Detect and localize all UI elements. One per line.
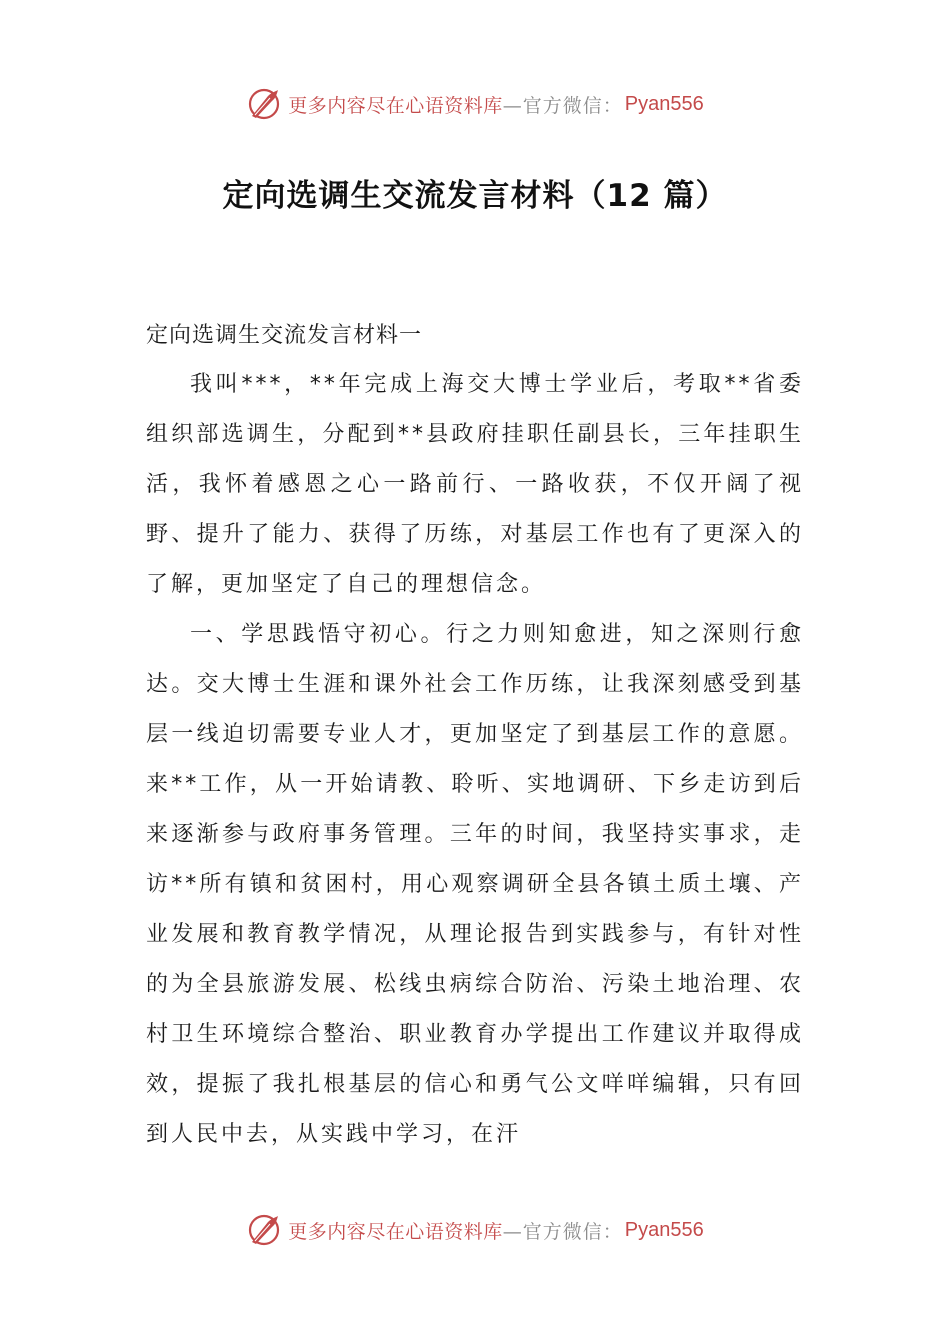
quill-pen-logo-icon (246, 1212, 282, 1248)
body-paragraph-intro: 我叫***，**年完成上海交大博士学业后，考取**省委组织部选调生，分配到**县政府挂职任副县长，三年挂职生活，我怀着感恩之心一路前行、一路收获，不仅开阔了视野、提升了能力、获得了历练，对基层工作也有了更深入的了解，更加坚定了自己的理想信念。 (146, 372, 804, 597)
header-watermark-banner (0, 84, 950, 124)
section-heading: 定向选调生交流发言材料一 (146, 323, 423, 348)
watermark-official-label: —官方微信： (502, 94, 623, 117)
watermark-brand-text: 更多内容尽在心语资料库 (288, 94, 503, 117)
watermark-brand-text: 更多内容尽在心语资料库 (288, 1220, 503, 1243)
quill-pen-logo-icon (246, 86, 282, 122)
body-paragraph-section-one: 一、学思践悟守初心。行之力则知愈进，知之深则行愈达。交大博士生涯和课外社会工作历练，让我深刻感受到基层一线迫切需要专业人才，更加坚定了到基层工作的意愿。来**工作，从一开始请教、聆听、实地调研、下乡走访到后来逐渐参与政府事务管理。三年的时间，我坚持实事求，走访**所有镇和贫困村，用心观察调研全县各镇土质土壤、产业发展和教育教学情况，从理论报告到实践参与，有针对性的为全县旅游发展、松线虫病综合防治、污染土地治理、农村卫生环境综合整治、职业教育办学提出工作建议并取得成效，提振了我扎根基层的信心和勇气公文咩咩编辑，只有回到人民中去，从实践中学习，在汗 (146, 622, 804, 1147)
watermark-wechat-id: Pyan556 (624, 92, 704, 115)
footer-watermark-banner (0, 1210, 950, 1250)
watermark-wechat-id: Pyan556 (624, 1218, 704, 1241)
watermark-official-label: —官方微信： (502, 1220, 623, 1243)
document-title: 定向选调生交流发言材料（12 篇） (222, 178, 728, 214)
document-body (146, 360, 804, 1160)
